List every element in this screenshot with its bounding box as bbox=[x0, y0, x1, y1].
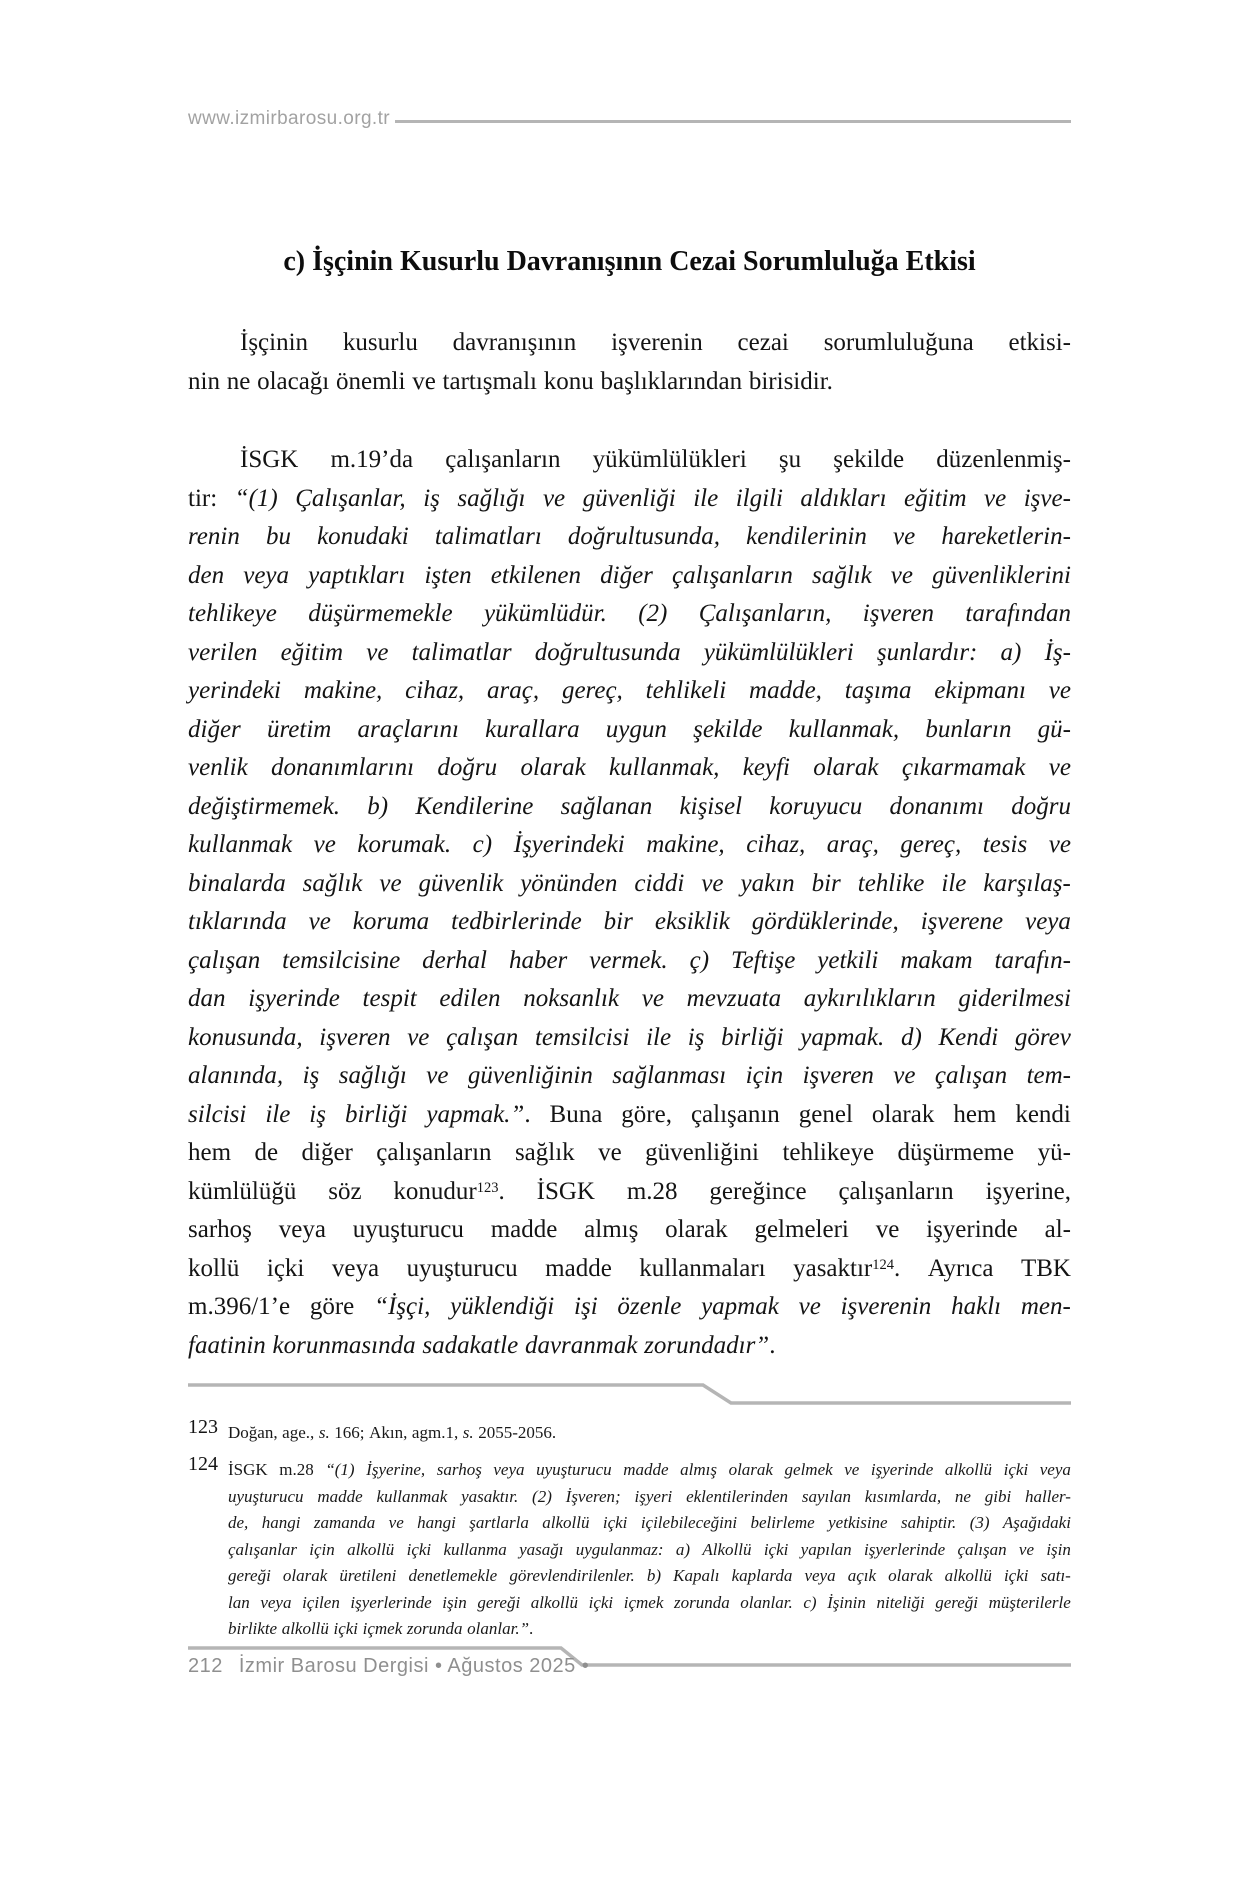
text-line: çalışanlar için alkollü içki kullanma yasağı uygulanmaz: a) Alkollü içki yapılan işyerlerinde çalışan ve işin bbox=[228, 1539, 1071, 1559]
footnote-body bbox=[228, 1457, 1071, 1643]
text-line: m.396/1’e göre “İşçi, yüklendiği işi özenle yapmak ve işverenin haklı men- bbox=[188, 1293, 1071, 1320]
journal-url: www.izmirbarosu.org.tr bbox=[188, 108, 391, 129]
text-line: lan veya içilen işyerlerinde işin gereği alkollü içki içmek zorunda olanlar. c) İşinin niteliği gereği müşterilerle bbox=[228, 1592, 1071, 1612]
text-line: İSGK m.19’da çalışanların yükümlülükleri şu şekilde düzenlenmiş- bbox=[240, 446, 1071, 473]
text-line: gereği olarak üretileni denetlemekle görevlendirilenler. b) Kapalı kaplarda veya açık olarak alkollü içki satı- bbox=[228, 1566, 1071, 1585]
section-title: c) İşçinin Kusurlu Davranışının Cezai Sorumluluğa Etkisi bbox=[283, 246, 976, 277]
footnote-separator-rule bbox=[188, 1381, 1071, 1407]
journal-title: İzmir Barosu Dergisi • Ağustos 2025 • bbox=[238, 1655, 590, 1677]
text-line: Doğan, age., s. 166; Akın, agm.1, s. 2055-2056. bbox=[228, 1423, 557, 1442]
footnote bbox=[188, 1416, 1071, 1447]
text-line: İSGK m.28 “(1) İşyerine, sarhoş veya uyuşturucu madde almış olarak gelmek ve işyerinde alkollü içki veya bbox=[228, 1460, 1071, 1479]
text-line: değiştirmemek. b) Kendilerine sağlanan kişisel koruyucu donanımı doğru bbox=[188, 792, 1071, 820]
text-line: tıklarında ve koruma tedbirlerinde bir eksiklik gördüklerinde, işverene veya bbox=[188, 908, 1071, 935]
text-line: de, hangi zamanda ve hangi şartlarla alkollü içki içilebileceğini belirleme yetkisine sahiptir. (3) Aşağıdaki bbox=[228, 1513, 1071, 1532]
text-line: İşçinin kusurlu davranışının işverenin cezai sorumluluğuna etkisi- bbox=[240, 329, 1071, 356]
text-line: alanında, iş sağlığı ve güvenliğinin sağlanması için işveren ve çalışan tem- bbox=[188, 1062, 1071, 1089]
text-line: renin bu konudaki talimatları doğrultusunda, kendilerinin ve hareketlerin- bbox=[188, 523, 1071, 550]
footnote-number: 123 bbox=[188, 1416, 218, 1438]
text-line: binalarda sağlık ve güvenlik yönünden ciddi ve yakın bir tehlike ile karşılaş- bbox=[188, 869, 1071, 897]
text-line: yerindeki makine, cihaz, araç, gereç, tehlikeli madde, taşıma ekipmanı ve bbox=[188, 677, 1071, 704]
footnote-number: 124 bbox=[188, 1453, 218, 1475]
page-footer bbox=[188, 1652, 589, 1680]
text-line: tir: “(1) Çalışanlar, iş sağlığı ve güvenliği ile ilgili aldıkları eğitim ve işve- bbox=[188, 484, 1071, 512]
text-line: den veya yaptıkları işten etkilenen diğer çalışanların sağlık ve güvenliklerini bbox=[188, 561, 1071, 589]
header-rule bbox=[395, 120, 1071, 123]
text-line: çalışan temsilcisine derhal haber vermek. ç) Teftişe yetkili makam tarafın- bbox=[188, 946, 1071, 974]
footnote bbox=[188, 1453, 1071, 1643]
text-line: venlik donanımlarını doğru olarak kullanmak, keyfi olarak çıkarmamak ve bbox=[188, 754, 1071, 781]
text-line: kullanmak ve korumak. c) İşyerindeki makine, cihaz, araç, gereç, tesis ve bbox=[188, 831, 1071, 858]
text-line: dan işyerinde tespit edilen noksanlık ve mevzuata aykırılıkların giderilmesi bbox=[188, 985, 1071, 1012]
text-line: birlikte alkollü içki içmek zorunda olanlar.”. bbox=[228, 1619, 534, 1638]
body-paragraph bbox=[188, 441, 1071, 1365]
text-line: sarhoş veya uyuşturucu madde almış olarak gelmeleri ve işyerinde al- bbox=[188, 1216, 1071, 1243]
text-line: kümlülüğü söz konudur$^{123}$. İSGK m.28 gereğince çalışanların işyerine, bbox=[188, 1177, 1071, 1205]
body-paragraph bbox=[188, 324, 1071, 401]
footnote-body bbox=[228, 1420, 1071, 1447]
text-line: konusunda, işveren ve çalışan temsilcisi ile iş birliği yapmak. d) Kendi görev bbox=[188, 1023, 1071, 1051]
text-line: hem de diğer çalışanların sağlık ve güvenliğini tehlikeye düşürmeme yü- bbox=[188, 1139, 1071, 1166]
text-line: nin ne olacağı önemli ve tartışmalı konu başlıklarından birisidir. bbox=[188, 367, 833, 395]
page-number: 212 bbox=[188, 1655, 223, 1677]
text-line: diğer üretim araçlarını kurallara uygun şekilde kullanmak, bunların gü- bbox=[188, 715, 1071, 743]
text-line: verilen eğitim ve talimatlar doğrultusunda yükümlülükleri şunlardır: a) İş- bbox=[188, 638, 1071, 666]
text-line: faatinin korunmasında sadakatle davranmak zorundadır”. bbox=[188, 1331, 776, 1359]
text-line: tehlikeye düşürmemekle yükümlüdür. (2) Çalışanların, işveren tarafından bbox=[188, 600, 1071, 627]
text-line: silcisi ile iş birliği yapmak.”. Buna göre, çalışanın genel olarak hem kendi bbox=[188, 1100, 1071, 1128]
text-line: kollü içki veya uyuşturucu madde kullanmaları yasaktır$^{124}$. Ayrıca TBK bbox=[188, 1254, 1071, 1282]
page-header bbox=[188, 108, 1071, 130]
text-line: uyuşturucu madde kullanmak yasaktır. (2) İşveren; işyeri eklentilerinden sayılan kısımlarda, ne gibi haller- bbox=[228, 1486, 1071, 1506]
